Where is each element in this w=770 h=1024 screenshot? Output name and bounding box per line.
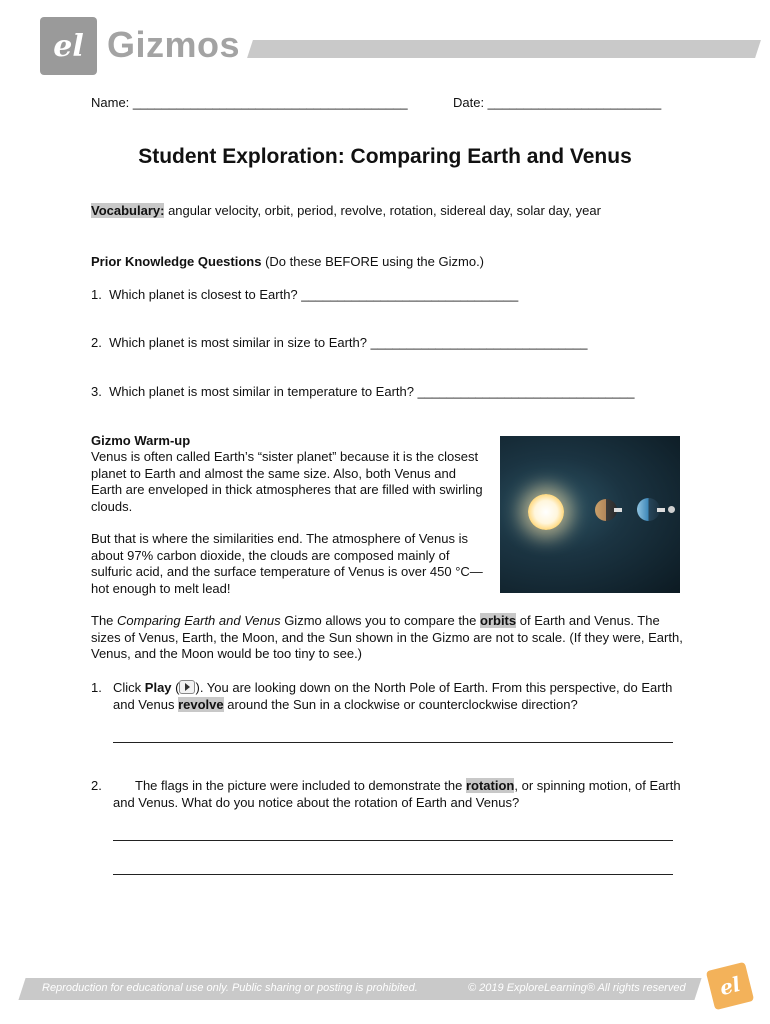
answer-line-q2b[interactable] [113, 874, 673, 875]
term-revolve: revolve [178, 696, 224, 712]
answer-line-q1[interactable] [113, 742, 673, 743]
brand-name: Gizmos [107, 24, 241, 65]
sun-icon [528, 494, 564, 530]
prior-question-3[interactable] [91, 384, 635, 400]
prior-question-1[interactable] [91, 287, 518, 303]
answer-line-q2a[interactable] [113, 840, 673, 841]
q1-text-b: ( [171, 680, 180, 695]
venus-flag-icon [614, 508, 622, 512]
question-number: 2. [91, 335, 102, 350]
prior-heading-text: Prior Knowledge Questions [91, 254, 262, 269]
earth-flag-icon [657, 508, 665, 512]
prior-question-2[interactable] [91, 335, 588, 351]
warmup-question-2-number: 2. [91, 778, 102, 793]
warmup-paragraph-3 [91, 613, 691, 663]
vocabulary-label: Vocabulary: [91, 203, 165, 218]
question-text: Which planet is most similar in temperature to Earth? ______________________________ [109, 384, 635, 399]
question-text: Which planet is most similar in size to Earth? ______________________________ [109, 335, 588, 350]
p3-text-c: of Earth and Venus. The sizes of Venus, Earth, the Moon, and the Sun shown in the Gizmo are not to scale. (If they were, Earth, Venus, and the Moon would be too tiny to see.) [91, 613, 683, 661]
q1-text-d: around the Sun in a clockwise or counterclockwise direction? [223, 696, 578, 712]
warmup-paragraph-1: Venus is often called Earth’s “sister planet” because it is the closest planet to Earth and almost the same size. Also, both Venus and Earth are enveloped in thick atmospheres that are filled with swirling clouds. [91, 449, 483, 514]
question-text: Which planet is closest to Earth? ______________________________ [109, 287, 519, 302]
q2-text-a: The flags in the picture were included to demonstrate the [135, 778, 466, 793]
play-word: Play [144, 680, 172, 695]
gizmo-name: Comparing Earth and Venus [117, 613, 281, 628]
p3-text-b: Gizmo allows you to compare the [280, 613, 480, 628]
footer-copyright: © 2019 ExploreLearning® All rights reserved [468, 982, 686, 994]
p3-text-a: The [91, 613, 118, 628]
vocabulary-terms: angular velocity, orbit, period, revolve, rotation, sidereal day, solar day, year [168, 203, 601, 218]
vocabulary-line [91, 203, 601, 219]
date-field[interactable]: Date: ________________________ [453, 95, 662, 110]
prior-knowledge-heading [91, 254, 484, 270]
moon-icon [668, 506, 675, 513]
warmup-question-1 [113, 680, 683, 713]
header-bar [247, 40, 761, 58]
page-title: Student Exploration: Comparing Earth and Venus [138, 145, 632, 168]
term-orbits: orbits [480, 613, 517, 628]
footer-logo: el [706, 962, 754, 1010]
prior-note: (Do these BEFORE using the Gizmo.) [265, 254, 485, 269]
q2-text-b: , or spinning motion, of Earth and Venus. What do you notice about the rotation of Earth and Venus? [113, 778, 681, 810]
play-icon [179, 680, 195, 694]
footer-disclaimer: Reproduction for educational use only. Public sharing or posting is prohibited. [42, 982, 418, 994]
warmup-question-2 [113, 778, 683, 811]
question-number: 1. [91, 287, 102, 302]
warmup-heading: Gizmo Warm-up [91, 433, 191, 448]
term-rotation: rotation [465, 778, 515, 793]
question-number: 3. [91, 384, 102, 399]
explorelearning-logo: el [40, 17, 97, 75]
warmup-paragraph-2: But that is where the similarities end. The atmosphere of Venus is about 97% carbon dioxide, the clouds are composed mainly of sulfuric acid, and the surface temperature of Venus is over 450 °C—hot enough to melt lead! [91, 531, 483, 596]
warmup-question-1-number: 1. [91, 680, 102, 695]
q1-text-c: ). You are looking down on the North Pole of Earth. From this perspective, do Earth and Venus [113, 680, 673, 712]
name-field[interactable]: Name: ______________________________________ [91, 95, 408, 110]
solar-system-image [500, 436, 680, 593]
q1-text-a: Click [113, 680, 145, 695]
